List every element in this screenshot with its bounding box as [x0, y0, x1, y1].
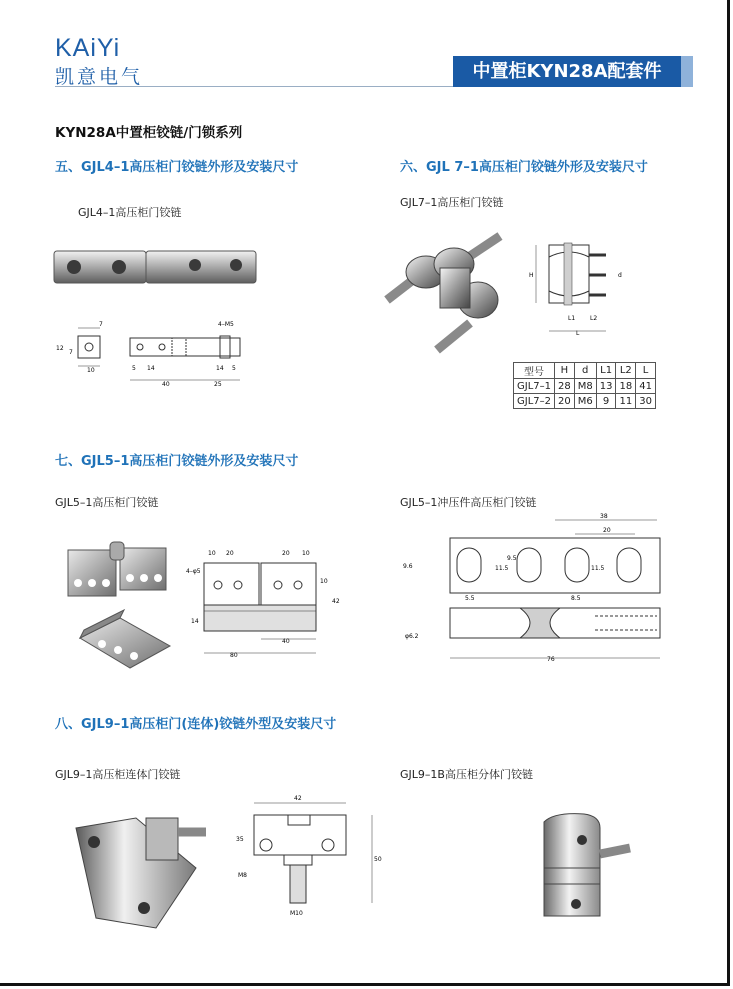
dim-5-1b-c: 9.6 [403, 563, 413, 570]
dim-5-1b-h: 8.5 [571, 595, 581, 602]
dim-9-1-e: M10 [290, 910, 303, 917]
spec-cell: 41 [636, 379, 656, 394]
dim-4-1-k: 5 [232, 365, 236, 372]
dim-5-1-a: 10 [208, 550, 216, 557]
section-title-gjl7: 六、GJL 7–1高压柜门铰链外形及安装尺寸 [400, 160, 648, 175]
photo-gjl4-hinge [52, 248, 262, 288]
dim-5-1b-g: 5.5 [465, 595, 475, 602]
spec-cell: 18 [616, 379, 636, 394]
spec-cell: 28 [555, 379, 575, 394]
dim-7-l: L [576, 330, 580, 337]
banner-accent [681, 56, 693, 87]
drawing-gjl4-dimensions [54, 318, 254, 398]
spec-cell: 30 [636, 394, 656, 409]
dim-4-1-f: 5 [132, 365, 136, 372]
drawing-gjl9-dimensions [232, 793, 382, 918]
caption-gjl9b: GJL9–1B高压柜分体门铰链 [400, 768, 533, 781]
spec-cell: 9 [596, 394, 616, 409]
dim-4-1-e: 4–M5 [218, 321, 234, 328]
dim-5-1-i: 40 [282, 638, 290, 645]
dim-5-1-d: 10 [302, 550, 310, 557]
dim-5-1b-b: 20 [603, 527, 611, 534]
dim-5-1-j: 80 [230, 652, 238, 659]
logo-text-cn: 凯意电气 [55, 66, 144, 88]
gjl7-spec-table [513, 362, 656, 409]
header-rule [55, 86, 455, 87]
caption-gjl5: GJL5–1高压柜门铰链 [55, 496, 159, 509]
dim-4-1-c: 7 [69, 349, 73, 356]
dim-7-h: H [529, 272, 534, 279]
section-title-gjl9: 八、GJL9–1高压柜门(连体)铰链外型及安装尺寸 [55, 717, 337, 732]
section-title-gjl5: 七、GJL5–1高压柜门铰链外形及安装尺寸 [55, 454, 299, 469]
caption-gjl7: GJL7–1高压柜门铰链 [400, 196, 504, 209]
page-title: KYN28A中置柜铰链/门锁系列 [55, 125, 243, 141]
dim-5-1-e: 4–φ5 [186, 568, 201, 575]
dim-4-1-h: 40 [162, 381, 170, 388]
dim-5-1b-f: 11.5 [591, 565, 605, 572]
drawing-gjl5-dimensions [186, 545, 351, 660]
caption-gjl5-stamped: GJL5–1冲压件高压柜门铰链 [400, 496, 537, 509]
dim-4-1-i: 25 [214, 381, 222, 388]
dim-5-1-h: 14 [191, 618, 199, 625]
dim-5-1b-e: 9.5 [507, 555, 517, 562]
dim-7-d: d [618, 272, 622, 279]
spec-cell: M8 [574, 379, 596, 394]
photo-gjl9b-hinge [538, 808, 638, 923]
dim-5-1b-i: φ6.2 [405, 633, 419, 640]
dim-4-1-a: 7 [99, 321, 103, 328]
company-logo [55, 36, 143, 89]
dim-4-1-b: 12 [56, 345, 64, 352]
spec-cell: 13 [596, 379, 616, 394]
caption-gjl4: GJL4–1高压柜门铰链 [78, 206, 182, 219]
dim-4-1-j: 14 [216, 365, 224, 372]
spec-header-cell: H [555, 363, 575, 379]
dim-9-1-a: 42 [294, 795, 302, 802]
dim-5-1-b: 20 [226, 550, 234, 557]
spec-cell: GJL7–1 [514, 379, 555, 394]
dim-5-1b-a: 38 [600, 513, 608, 520]
spec-cell: M6 [574, 394, 596, 409]
photo-gjl9-hinge [74, 808, 209, 938]
spec-header-cell: d [574, 363, 596, 379]
drawing-gjl5-stamped-dimensions [395, 508, 670, 668]
dim-5-1b-j: 76 [547, 656, 555, 663]
dim-9-1-d: M8 [238, 872, 247, 879]
dim-5-1-g: 42 [332, 598, 340, 605]
spec-row [514, 379, 656, 394]
photo-gjl7-hinge [382, 228, 512, 358]
spec-cell: GJL7–2 [514, 394, 555, 409]
dim-5-1b-d: 11.5 [495, 565, 509, 572]
spec-header-cell: L2 [616, 363, 636, 379]
spec-row [514, 394, 656, 409]
drawing-gjl7-dimensions [524, 235, 634, 340]
photo-gjl5-hinge [66, 538, 186, 678]
logo-text-en: KAiYi [55, 34, 121, 62]
spec-cell: 20 [555, 394, 575, 409]
spec-header-cell: L1 [596, 363, 616, 379]
dim-4-1-g: 14 [147, 365, 155, 372]
section-title-gjl4: 五、GJL4–1高压柜门铰链外形及安装尺寸 [55, 160, 299, 175]
dim-7-l2: L2 [590, 315, 598, 322]
spec-cell: 11 [616, 394, 636, 409]
dim-9-1-b: 35 [236, 836, 244, 843]
dim-5-1-c: 20 [282, 550, 290, 557]
caption-gjl9: GJL9–1高压柜连体门铰链 [55, 768, 181, 781]
spec-header-cell: L [636, 363, 656, 379]
spec-header-cell: 型号 [514, 363, 555, 379]
catalog-banner: 中置柜KYN28A配套件 [453, 56, 681, 87]
dim-5-1-f: 10 [320, 578, 328, 585]
dim-4-1-d: 10 [87, 367, 95, 374]
spec-header-row [514, 363, 656, 379]
dim-9-1-c: 50 [374, 856, 382, 863]
dim-7-l1: L1 [568, 315, 576, 322]
